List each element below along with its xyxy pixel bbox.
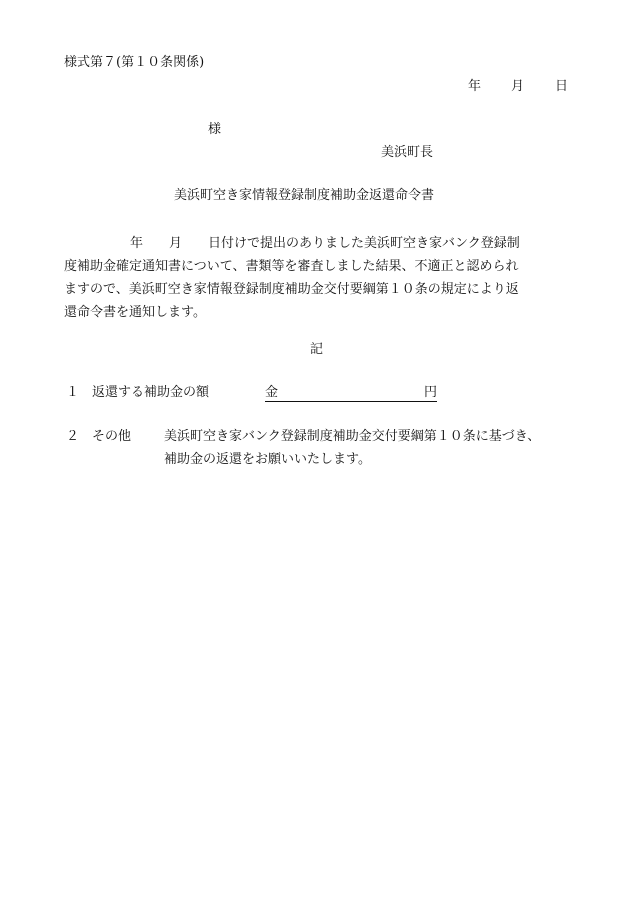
body-paragraph <box>64 232 584 324</box>
body-line-4: 還命令書を通知します。 <box>64 305 206 320</box>
body-line-3: ますので、美浜町空き家情報登録制度補助金交付要綱第１０条の規定により返 <box>64 282 519 297</box>
ki-heading: 記 <box>310 342 324 357</box>
item-1-number: １ <box>66 385 80 400</box>
recipient-suffix: 様 <box>208 122 222 137</box>
item-2-line-1: 美浜町空き家バンク登録制度補助金交付要綱第１０条に基づき、 <box>164 429 541 444</box>
amount-blank-field <box>265 385 437 402</box>
body-line-2: 度補助金確定通知書について、書類等を審査しました結果、不適正と認められ <box>64 259 519 274</box>
date-day-label: 日 <box>555 79 569 94</box>
body-line-1-text: 日付けで提出のありました美浜町空き家バンク登録制 <box>208 236 520 251</box>
form-number: 様式第７(第１０条関係) <box>64 55 205 70</box>
body-date-month: 月 <box>169 236 183 251</box>
document-title: 美浜町空き家情報登録制度補助金返還命令書 <box>174 188 435 203</box>
date-year-label: 年 <box>468 79 482 94</box>
body-line-1 <box>64 232 584 255</box>
amount-prefix: 金 <box>265 385 279 400</box>
issuer-name: 美浜町長 <box>381 145 434 160</box>
item-1-label: 返還する補助金の額 <box>92 385 210 400</box>
item-2-label: その他 <box>92 429 132 444</box>
amount-suffix: 円 <box>423 385 437 400</box>
body-date-year: 年 <box>130 236 144 251</box>
item-2-text <box>164 425 540 471</box>
date-month-label: 月 <box>511 79 525 94</box>
item-2-number: ２ <box>66 429 80 444</box>
item-2-line-2: 補助金の返還をお願いいたします。 <box>164 452 371 467</box>
